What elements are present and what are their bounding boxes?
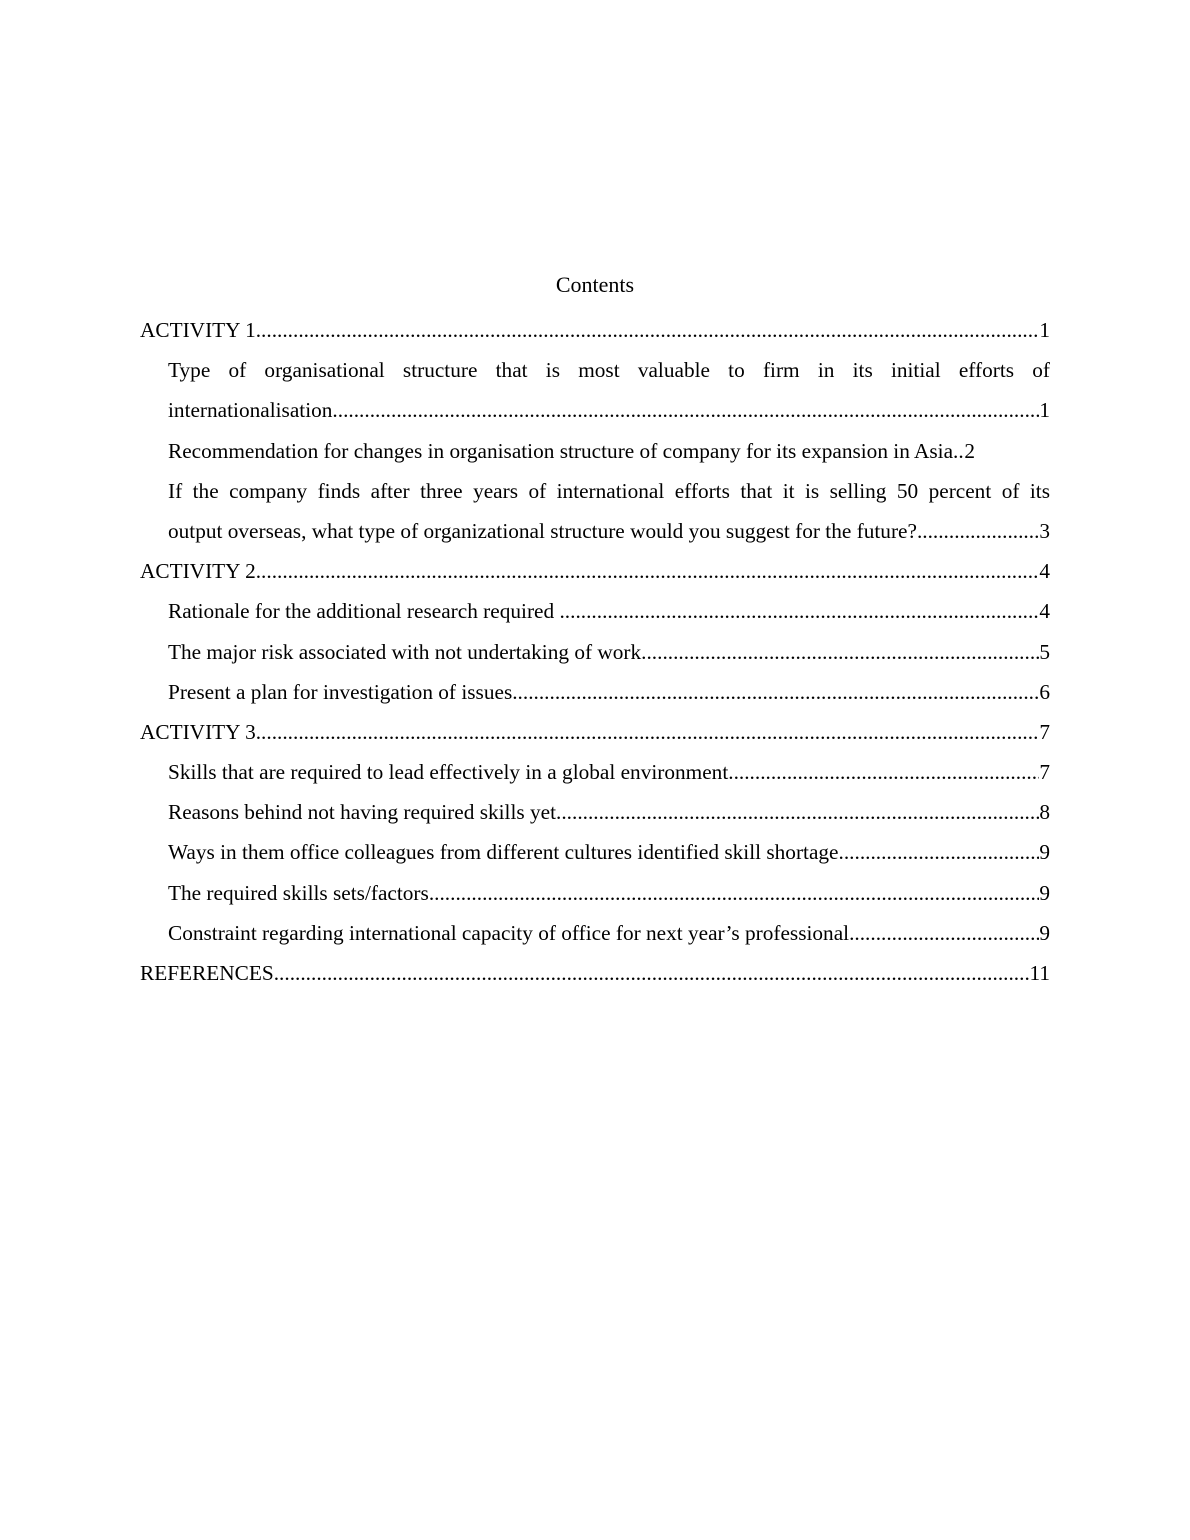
toc-entry-investigation-plan[interactable] (168, 672, 1050, 712)
toc-entry-constraint[interactable] (168, 913, 1050, 953)
toc-page-number: 11 (1029, 961, 1050, 985)
toc-page-number: 8 (1039, 800, 1050, 825)
toc-leader-dots (256, 551, 1040, 591)
toc-entry-text: The major risk associated with not undertaking of work (168, 639, 642, 664)
toc-entry-text: Reasons behind not having required skills yet (168, 800, 557, 825)
toc-entry-references[interactable] (140, 953, 1050, 993)
toc-leader-dots (559, 591, 1039, 631)
toc-leader-dots (256, 712, 1040, 752)
toc-entry-text: Ways in them office colleagues from different cultures identified skill shortage (168, 840, 839, 865)
toc-entry-text: Constraint regarding international capacity of office for next year’s professional (168, 920, 850, 945)
table-of-contents (140, 310, 1050, 993)
toc-entry-text: ACTIVITY 1 (140, 318, 256, 342)
toc-entry-activity-1[interactable] (140, 310, 1050, 350)
toc-entry-skill-sets[interactable] (168, 873, 1050, 913)
toc-page-number: 4 (1039, 599, 1050, 624)
toc-page-number: 3 (1039, 518, 1050, 543)
toc-entry-text: Rationale for the additional research required (168, 599, 560, 624)
toc-leader-dots (839, 832, 1040, 872)
toc-leader-dots (332, 390, 1039, 430)
toc-entry-text: ACTIVITY 2 (140, 559, 256, 584)
toc-page-number: 6 (1039, 679, 1050, 704)
toc-entry-skills-required[interactable] (168, 752, 1050, 792)
toc-entry-text: ACTIVITY 3 (140, 719, 256, 744)
toc-entry-organisational-structure[interactable] (168, 350, 1050, 430)
toc-entry-reasons[interactable] (168, 792, 1050, 832)
toc-entry-rationale[interactable] (168, 591, 1050, 631)
toc-entry-activity-2[interactable] (140, 551, 1050, 591)
toc-entry-activity-3[interactable] (140, 712, 1050, 752)
toc-entry-text: Recommendation for changes in organisation structure of company for its expansion in Asia. (168, 438, 959, 463)
toc-entry-text: REFERENCES (140, 961, 274, 985)
toc-page-number: 1 (1039, 398, 1050, 423)
toc-page-number: 7 (1039, 719, 1050, 744)
toc-page-number: 2 (964, 438, 976, 463)
toc-entry-major-risk[interactable] (168, 632, 1050, 672)
toc-entry-text-line1: If the company finds after three years of international efforts that it is selling 50 percent of its (168, 478, 1050, 503)
toc-entry-text: The required skills sets/factors (168, 880, 429, 905)
toc-entry-text: Present a plan for investigation of issues (168, 679, 513, 704)
toc-page-number: 4 (1039, 559, 1050, 584)
toc-entry-text: Skills that are required to lead effectively in a global environment (168, 760, 729, 785)
toc-leader-dots (849, 913, 1039, 953)
toc-leader-dots (512, 672, 1039, 712)
toc-entry-recommendation[interactable] (168, 431, 1050, 471)
toc-leader-dots (274, 953, 1030, 993)
toc-page-number: 9 (1039, 920, 1050, 945)
toc-leader-dots (256, 310, 1040, 350)
toc-leader-dots (728, 752, 1039, 792)
toc-leader-dots (429, 873, 1040, 913)
toc-entry-future-structure[interactable] (168, 471, 1050, 551)
toc-page-number: 9 (1039, 840, 1050, 865)
toc-page-number: 1 (1039, 318, 1050, 342)
toc-leader-dots (917, 511, 1039, 551)
toc-entry-text: internationalisation (168, 398, 333, 423)
toc-page-number: 9 (1039, 880, 1050, 905)
toc-page-number: 5 (1039, 639, 1050, 664)
toc-leader-dots (556, 792, 1039, 832)
toc-title: Contents (555, 272, 635, 297)
toc-entry-skill-shortage[interactable] (168, 832, 1050, 872)
toc-leader-dots (641, 632, 1039, 672)
toc-entry-text-line1: Type of organisational structure that is most valuable to firm in its initial efforts of (168, 358, 1050, 383)
toc-entry-text: output overseas, what type of organizational structure would you suggest for the future? (168, 518, 917, 543)
toc-page-number: 7 (1039, 760, 1050, 785)
